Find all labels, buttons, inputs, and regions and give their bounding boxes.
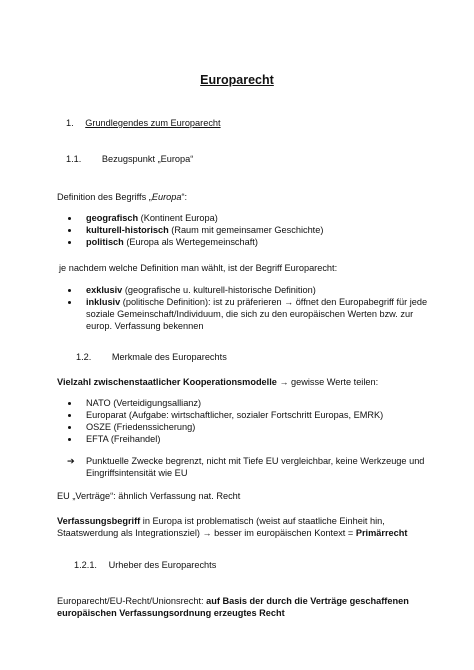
section-label: Merkmale des Europarechts	[111, 352, 227, 362]
section-label: Bezugspunkt „Europa“	[101, 154, 194, 164]
bullet-icon	[68, 217, 71, 220]
list-item: OSZE (Friedenssicherung)	[86, 422, 196, 432]
section-number: 1.2.1.	[74, 560, 97, 570]
section-1-2-1-heading	[74, 559, 216, 571]
cooperation-line	[57, 376, 378, 388]
list-item-continuation: soziale Gemeinschaft/Individuum, die sich zu den europäischen Werten bzw. zur	[86, 309, 414, 319]
section-1-heading	[66, 117, 221, 129]
list-item: EFTA (Freihandel)	[86, 434, 161, 444]
text-fragment: gewisse Werte teilen:	[288, 377, 379, 387]
urheber-line2: europäischen Verfassungsordnung erzeugtes Recht	[57, 608, 285, 618]
bold-text: Vielzahl zwischenstaatlicher Kooperationsmodelle	[57, 377, 277, 387]
list-item	[86, 284, 316, 296]
description: öffnet den Europabegriff für jede	[293, 297, 428, 307]
section-1-2-heading	[76, 351, 227, 363]
bullet-icon	[68, 241, 71, 244]
bullet-icon	[68, 301, 71, 304]
term: kulturell-historisch	[86, 225, 169, 235]
description: (Europa als Wertegemeinschaft)	[123, 237, 258, 247]
section-label: Grundlegendes zum Europarecht	[85, 118, 221, 128]
urheber-line1	[57, 595, 409, 607]
list-item	[86, 236, 258, 248]
bold-text: Primärrecht	[355, 528, 408, 538]
list-item-continuation: europ. Verfassung bekennen	[86, 321, 204, 331]
definition-intro	[57, 191, 187, 203]
description: (Raum mit gemeinsamer Geschichte)	[168, 225, 324, 235]
list-item: Europarat (Aufgabe: wirtschaftlicher, sozialer Fortschritt Europas, EMRK)	[86, 410, 384, 420]
choice-text: je nachdem welche Definition man wählt, ist der Begriff Europarecht:	[59, 263, 338, 273]
term: inklusiv	[86, 297, 121, 307]
bullet-icon	[68, 402, 71, 405]
page-title: Europarecht	[200, 73, 274, 87]
text-fragment: Definition des Begriffs „	[57, 192, 152, 202]
emphasis: Europa	[151, 192, 182, 202]
section-number: 1.2.	[76, 352, 92, 362]
term: geografisch	[86, 213, 139, 223]
arrow-bullet-icon: ➔	[67, 456, 75, 466]
bullet-icon	[68, 289, 71, 292]
text-fragment: in Europa ist problematisch (weist auf staatliche Einheit hin,	[140, 516, 385, 526]
point-note-line2: Eingriffsintensität wie EU	[86, 468, 188, 478]
section-number: 1.	[66, 118, 74, 128]
bullet-icon	[68, 426, 71, 429]
description: (Kontinent Europa)	[138, 213, 218, 223]
bullet-icon	[68, 414, 71, 417]
section-number: 1.1.	[66, 154, 82, 164]
list-item	[86, 212, 218, 224]
section-1-1-heading	[66, 153, 193, 165]
term: exklusiv	[86, 285, 123, 295]
text-fragment: “:	[181, 192, 188, 202]
arrow-right-icon: →	[284, 297, 294, 307]
verfassung-line1	[57, 515, 385, 527]
text-fragment: besser im europäischen Kontext =	[211, 528, 356, 538]
description: (politische Definition): ist zu präferieren	[120, 297, 285, 307]
text-fragment: Europarecht/EU-Recht/Unionsrecht:	[57, 596, 207, 606]
text-fragment: Staatswerdung als Integrationsziel)	[57, 528, 203, 538]
bold-text: auf Basis der durch die Verträge geschaffenen	[206, 596, 409, 606]
list-item	[86, 224, 323, 236]
description: (geografische u. kulturell-historische Definition)	[122, 285, 316, 295]
eu-vertraege-line: EU „Verträge“: ähnlich Verfassung nat. Recht	[57, 491, 241, 501]
list-item: NATO (Verteidigungsallianz)	[86, 398, 202, 408]
point-note-line1: Punktuelle Zwecke begrenzt, nicht mit Tiefe EU vergleichbar, keine Werkzeuge und	[86, 456, 425, 466]
bullet-icon	[68, 229, 71, 232]
list-item	[86, 296, 427, 308]
section-label: Urheber des Europarechts	[108, 560, 217, 570]
term: politisch	[86, 237, 124, 247]
arrow-right-icon: →	[202, 528, 212, 538]
arrow-right-icon: →	[279, 377, 289, 387]
verfassung-line2	[57, 527, 407, 539]
bold-text: Verfassungsbegriff	[57, 516, 141, 526]
bullet-icon	[68, 438, 71, 441]
